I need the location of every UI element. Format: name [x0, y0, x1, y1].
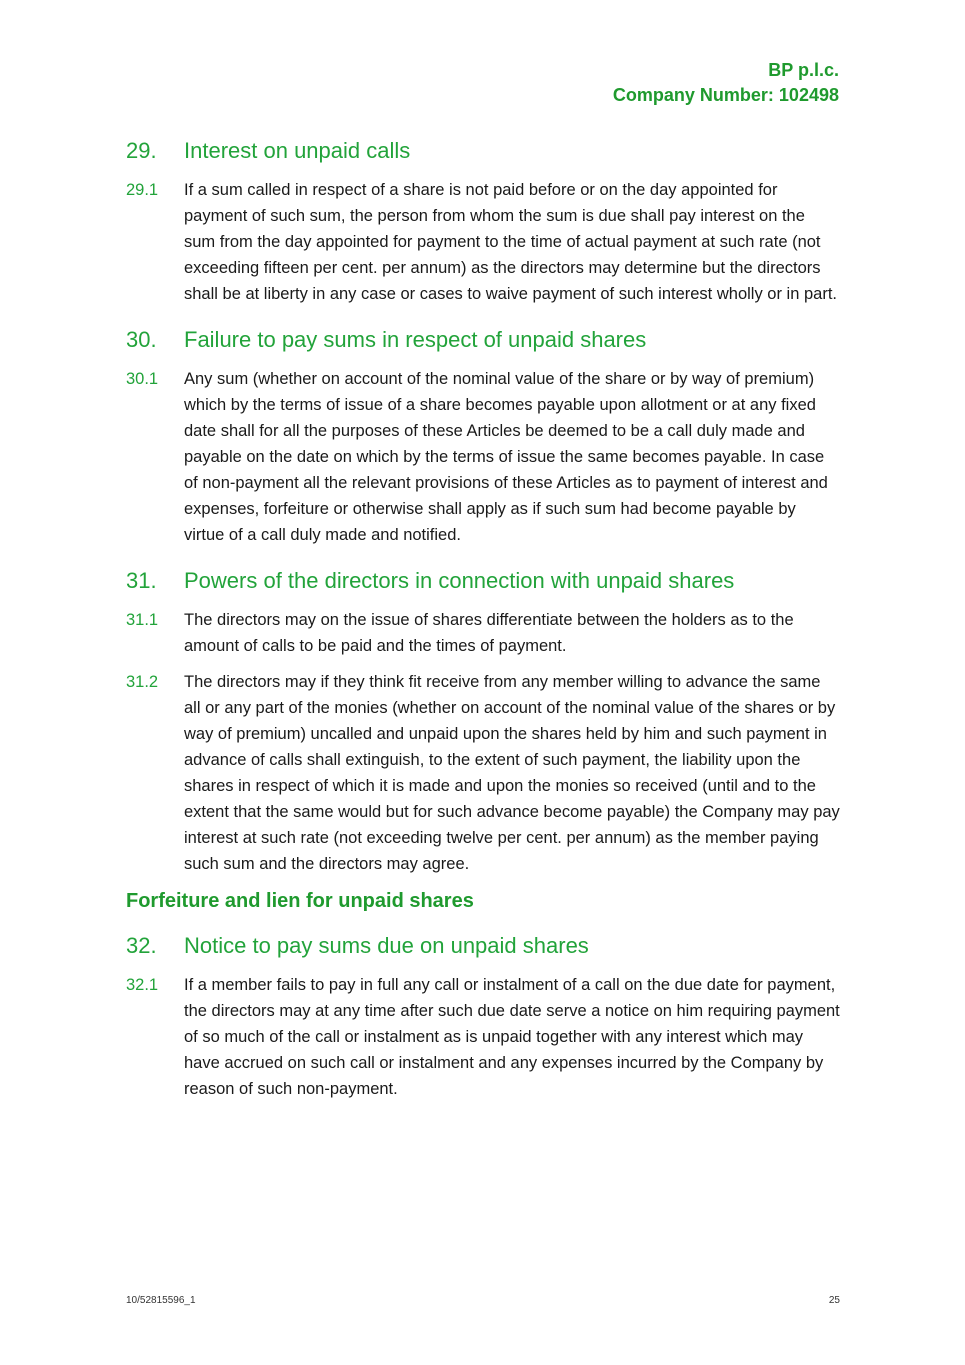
section-title: Interest on unpaid calls	[184, 138, 411, 163]
clause-number: 31.1	[126, 611, 159, 629]
part-heading: Forfeiture and lien for unpaid shares	[126, 890, 474, 912]
section-heading-29	[126, 136, 840, 166]
clause-31-2	[126, 669, 840, 877]
clause-number: 29.1	[126, 181, 159, 199]
clause-text: The directors may on the issue of shares differentiate between the holders as to the amount of calls to be paid and the times of payment.	[184, 611, 794, 655]
section-number: 30.	[126, 327, 157, 352]
clause-32-1	[126, 972, 840, 1102]
clause-number: 30.1	[126, 370, 159, 388]
company-number: Company Number: 102498	[612, 85, 839, 105]
clause-number: 31.2	[126, 673, 159, 691]
clause-29-1	[126, 177, 840, 307]
clause-text: The directors may if they think fit receive from any member willing to advance the same all or any part of the monies (whether on account of the nominal value of the shares or by way of premium) uncalled and unpaid upon the shares held by him and such payment in advance of calls shall extinguish, to the extent of such payment, the liability upon the shares in respect of which it is made and upon the monies so received (until and to the extent that the same would but for such advance become payable) the Company may pay interest at such rate (not exceeding twelve per cent. per annum) as the member paying such sum and the directors may agree.	[184, 673, 840, 873]
section-title: Powers of the directors in connection with unpaid shares	[184, 568, 735, 593]
section-heading-30	[126, 325, 840, 355]
section-number: 29.	[126, 138, 157, 163]
clause-text: If a member fails to pay in full any call or instalment of a call on the due date for payment, the directors may at any time after such due date serve a notice on him requiring payment of so much of the call or instalment as is unpaid together with any interest which may have accrued on such call or instalment and any expenses incurred by the Company by reason of such non-payment.	[184, 976, 840, 1098]
section-heading-31	[126, 566, 840, 596]
clause-number: 32.1	[126, 976, 159, 994]
page-footer	[126, 1295, 840, 1306]
section-number: 32.	[126, 933, 157, 958]
page-number: 25	[828, 1295, 840, 1306]
clause-text: If a sum called in respect of a share is not paid before or on the day appointed for payment of such sum, the person from whom the sum is due shall pay interest on the sum from the day appointed for payment to the time of actual payment at such rate (not exceeding fifteen per cent. per annum) as the directors may determine but the directors shall be at liberty in any case or cases to waive payment of such interest wholly or in part.	[184, 181, 837, 303]
section-title: Failure to pay sums in respect of unpaid shares	[184, 327, 647, 352]
clause-31-1	[126, 607, 840, 659]
section-number: 31.	[126, 568, 157, 593]
document-body	[126, 136, 840, 1112]
document-reference: 10/52815596_1	[126, 1295, 196, 1306]
section-title: Notice to pay sums due on unpaid shares	[184, 933, 589, 958]
company-name: BP p.l.c.	[768, 60, 839, 80]
clause-30-1	[126, 366, 840, 548]
document-header	[613, 58, 839, 108]
section-heading-32	[126, 931, 840, 961]
clause-text: Any sum (whether on account of the nominal value of the share or by way of premium) which by the terms of issue of a share becomes payable upon allotment or at any fixed date shall for all the purposes of these Articles be deemed to be a call duly made and payable on the date on which by the terms of issue the same becomes payable. In case of non-payment all the relevant provisions of these Articles as to payment of interest and expenses, forfeiture or otherwise shall apply as if such sum had become payable by virtue of a call duly made and notified.	[184, 370, 828, 544]
